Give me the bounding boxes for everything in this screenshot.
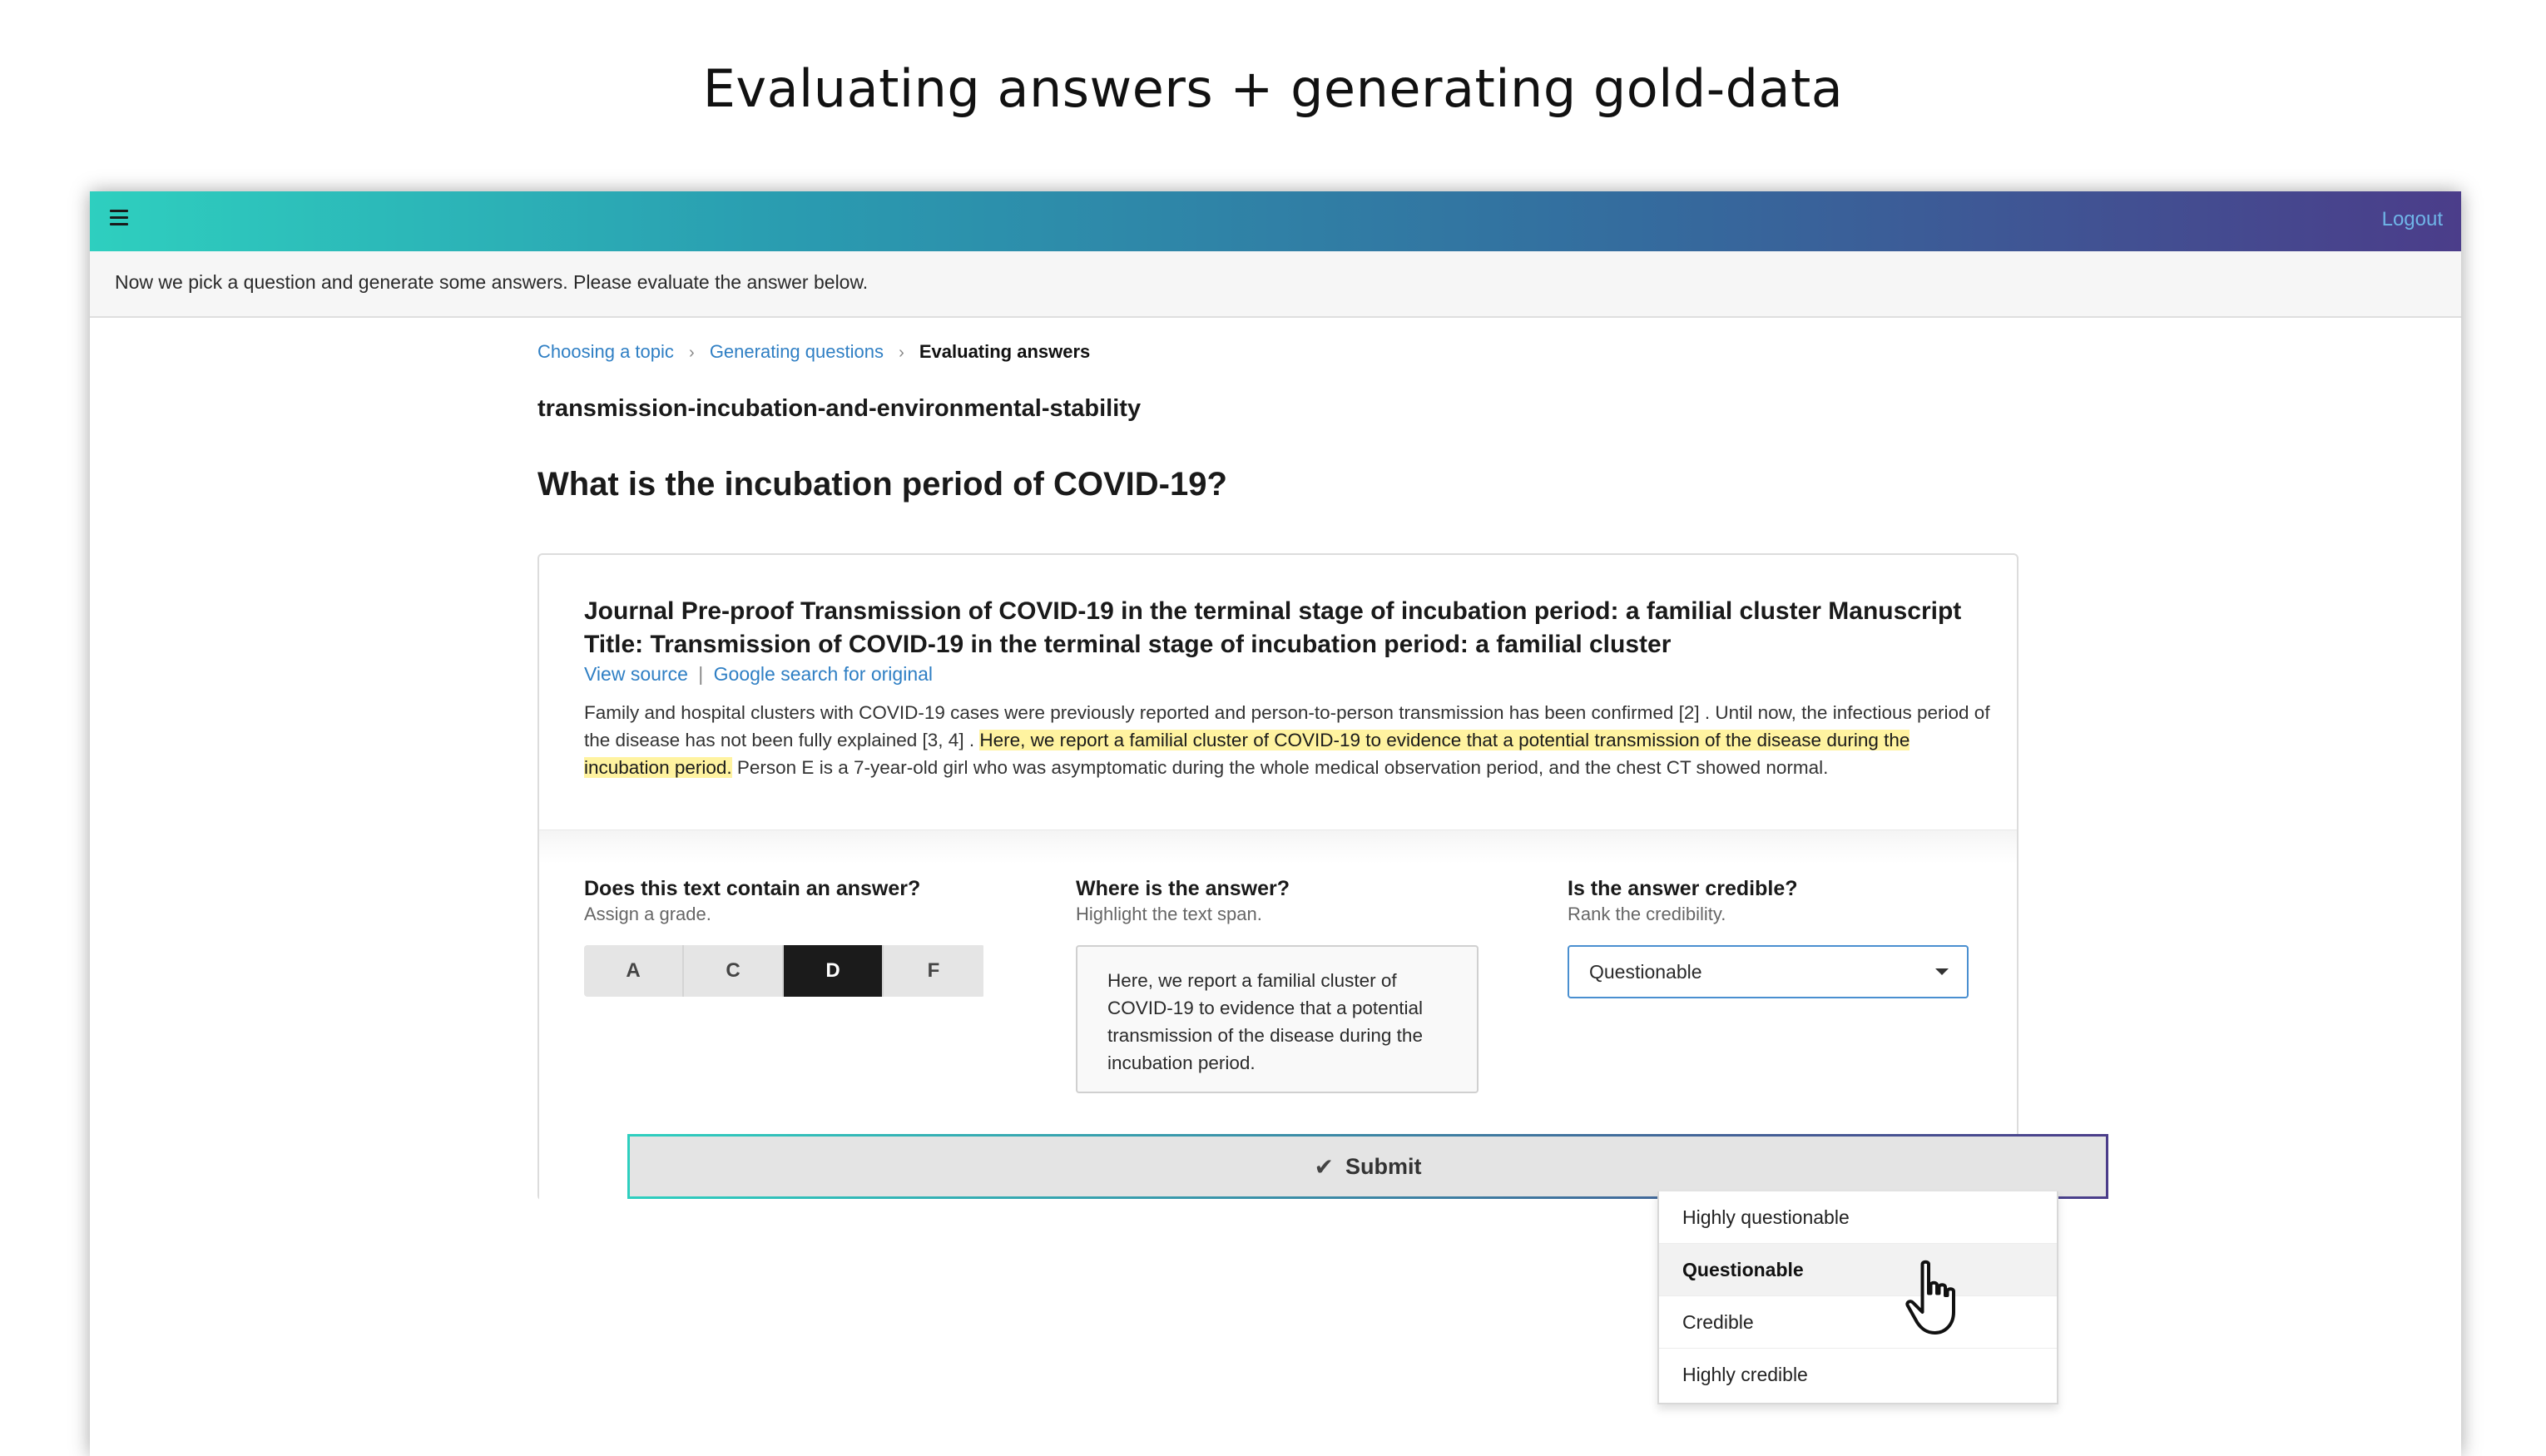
answer-card <box>537 553 2018 1201</box>
slide-title: Evaluating answers + generating gold-data <box>702 58 1844 119</box>
submit-label: Submit <box>1345 1153 1422 1179</box>
answer-span-sub: Highlight the text span. <box>1076 904 1262 924</box>
credibility-dropdown-menu <box>1657 1191 2058 1404</box>
chevron-right-icon: › <box>689 344 695 362</box>
document-text[interactable] <box>584 699 1999 781</box>
credibility-select[interactable] <box>1568 945 1969 998</box>
chevron-right-icon: › <box>899 344 904 362</box>
hamburger-icon[interactable] <box>110 210 128 228</box>
app-window <box>90 191 2461 1456</box>
caret-down-icon <box>1935 968 1949 975</box>
grade-button-a[interactable]: A <box>584 945 684 997</box>
document-text-before: Family and hospital clusters with COVID-19 cases were previously reported and person-to-person transmission has been confirmed [2] . Until now, the infectious period of the disease has not been fully explained [3, 4] . <box>584 702 1990 750</box>
breadcrumb-choosing-topic[interactable]: Choosing a topic <box>537 341 674 362</box>
link-separator: | <box>698 663 704 685</box>
breadcrumb-current: Evaluating answers <box>919 341 1091 362</box>
breadcrumb-generating-questions[interactable]: Generating questions <box>709 341 884 362</box>
grade-question-label: Does this text contain an answer? <box>584 877 921 900</box>
option-questionable[interactable]: Questionable <box>1659 1244 2057 1296</box>
check-icon: ✔ <box>1314 1153 1334 1180</box>
submit-button[interactable] <box>627 1134 2108 1199</box>
credibility-sub: Rank the credibility. <box>1568 904 1726 924</box>
credibility-selected-value: Questionable <box>1589 961 1702 983</box>
answer-span-box[interactable]: Here, we report a familial cluster of COVID-19 to evidence that a potential transmission of the disease during the incubation period. <box>1076 945 1479 1093</box>
highlighted-answer[interactable]: Here, we report a familial cluster of COVID-19 to evidence that a potential transmission of the disease during the incubation period. <box>584 730 1910 778</box>
answer-span-label: Where is the answer? <box>1076 877 1290 900</box>
document-title: Journal Pre-proof Transmission of COVID-19 in the terminal stage of incubation period: a familial cluster Manuscript Title: Transmission of COVID-19 in the terminal stage of incubation period: a familial cluster <box>584 597 1962 658</box>
breadcrumb <box>537 341 1090 363</box>
document-text-after: Person E is a 7-year-old girl who was asymptomatic during the whole medical observation period, and the chest CT showed normal. <box>731 757 1829 778</box>
grade-button-c[interactable]: C <box>684 945 784 997</box>
option-highly-credible[interactable]: Highly credible <box>1682 1364 1808 1385</box>
top-navigation-bar <box>90 191 2461 251</box>
hand-cursor-icon <box>1904 1258 1979 1341</box>
grade-button-group <box>584 945 985 997</box>
view-source-link[interactable]: View source <box>584 663 688 685</box>
info-message: Now we pick a question and generate some answers. Please evaluate the answer below. <box>90 251 2461 318</box>
grade-question-sub: Assign a grade. <box>584 904 711 924</box>
grade-button-d[interactable]: D <box>784 945 884 997</box>
option-credible[interactable]: Credible <box>1659 1296 2057 1349</box>
document-links <box>584 663 933 686</box>
google-search-link[interactable]: Google search for original <box>713 663 934 685</box>
logout-link[interactable]: Logout <box>2381 208 2443 230</box>
credibility-label: Is the answer credible? <box>1568 877 1798 900</box>
grade-button-f[interactable]: F <box>884 945 983 997</box>
question-heading: What is the incubation period of COVID-19? <box>537 466 1227 503</box>
option-highly-questionable[interactable]: Highly questionable <box>1659 1191 2057 1244</box>
topic-heading: transmission-incubation-and-environmental-stability <box>537 395 1142 422</box>
